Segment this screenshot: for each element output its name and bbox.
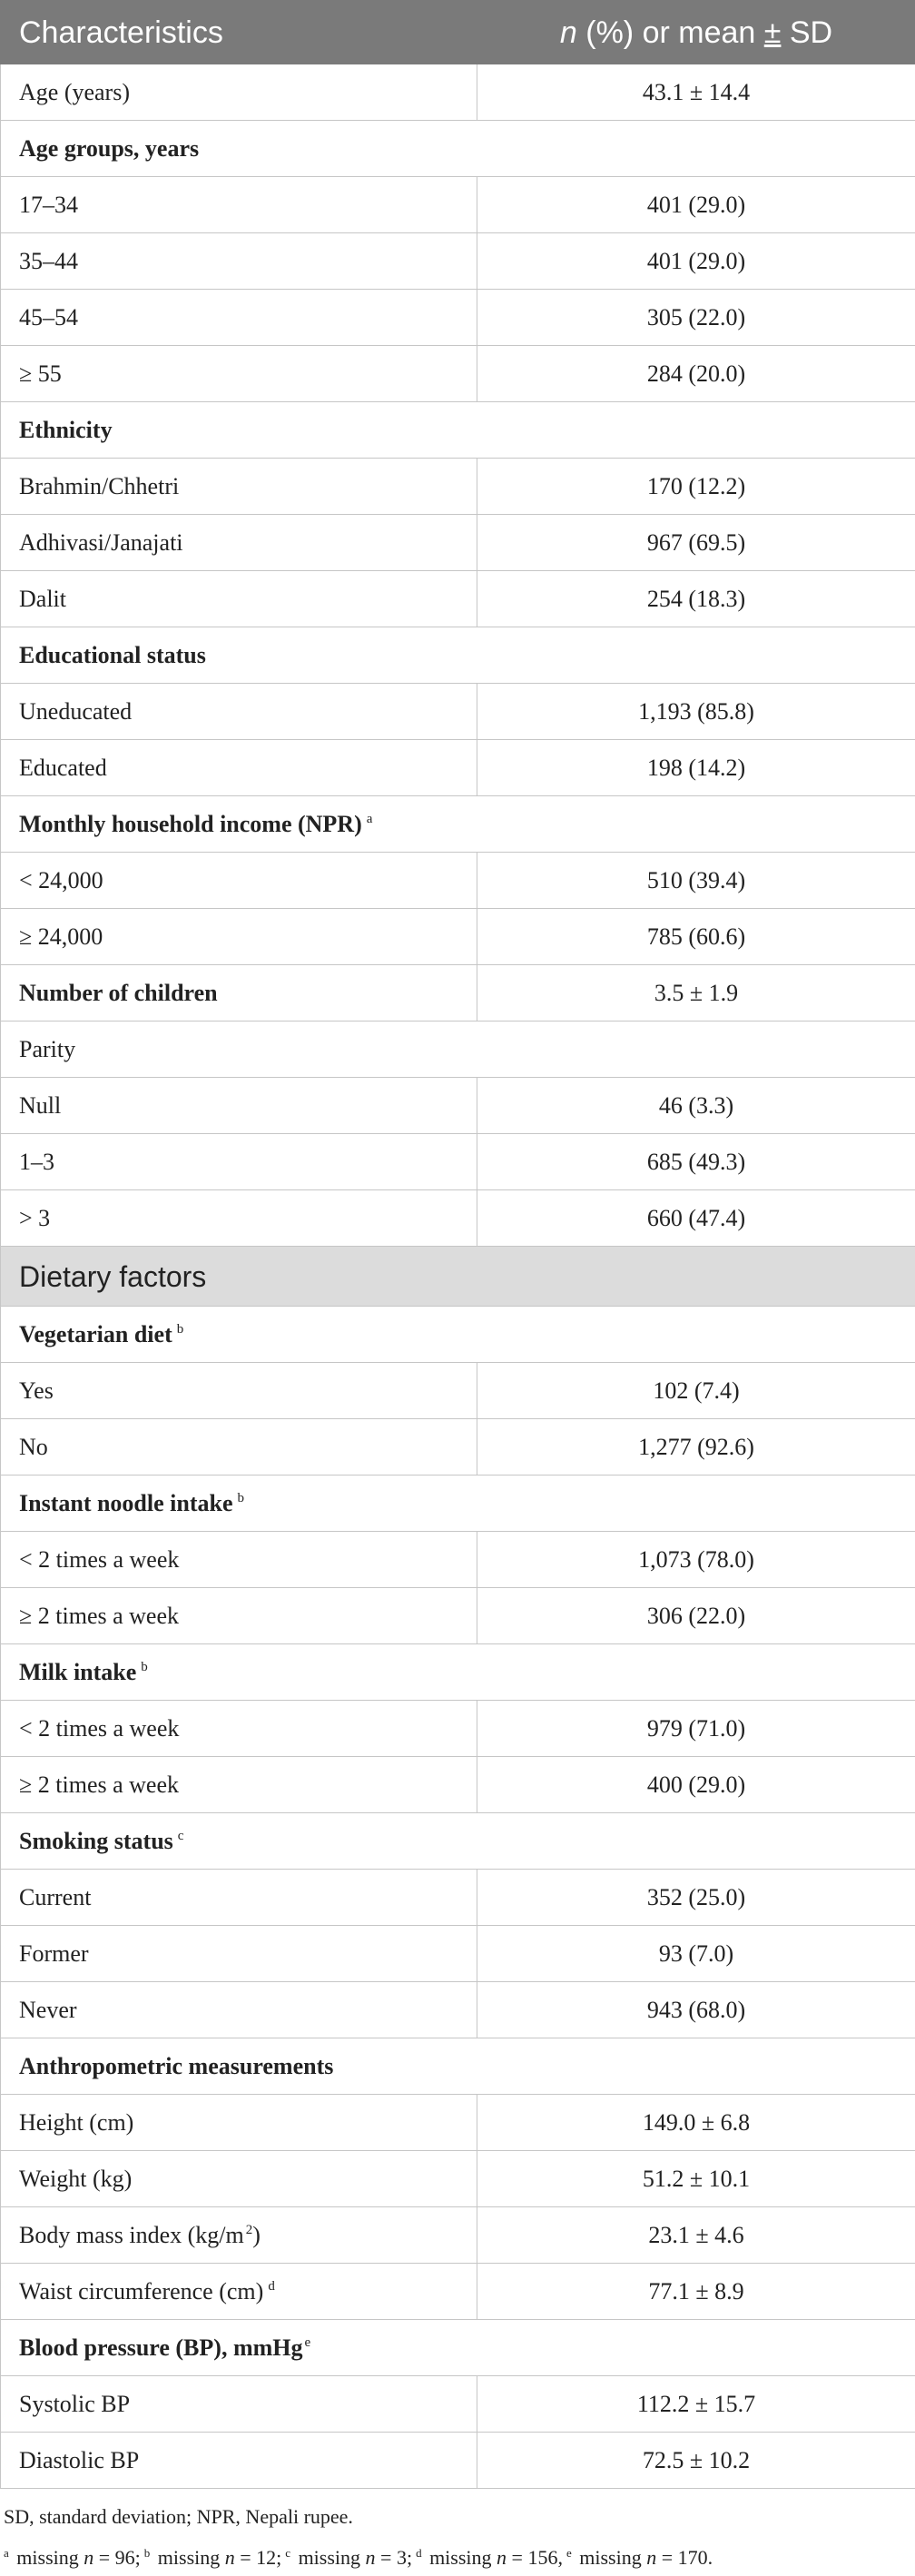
header-sd: SD bbox=[781, 15, 832, 50]
group-header-row bbox=[1, 2038, 915, 2095]
row-value: 352 (25.0) bbox=[477, 1870, 915, 1926]
row-value: 46 (3.3) bbox=[477, 1078, 915, 1134]
header-percent-mean: (%) or mean bbox=[577, 15, 764, 50]
row-value: 77.1 ± 8.9 bbox=[477, 2264, 915, 2320]
row-label-cell bbox=[1, 796, 915, 853]
row-value: 284 (20.0) bbox=[477, 346, 915, 402]
footnote-n: n bbox=[646, 2546, 656, 2569]
row-label-cell bbox=[1, 2264, 477, 2320]
footnote-marker: b bbox=[144, 2546, 151, 2560]
table-row bbox=[1, 1588, 915, 1644]
row-label: 17–34 bbox=[1, 177, 477, 233]
row-label-cell bbox=[1, 1644, 915, 1701]
table-row bbox=[1, 1078, 915, 1134]
footnote-text: missing bbox=[575, 2546, 646, 2569]
row-value: 149.0 ± 6.8 bbox=[477, 2095, 915, 2151]
row-label: Smoking status bbox=[19, 1828, 173, 1854]
row-value: 23.1 ± 4.6 bbox=[477, 2207, 915, 2264]
table-row bbox=[1, 2433, 915, 2489]
footnote-marker: e bbox=[304, 2335, 310, 2350]
table-row bbox=[1, 1419, 915, 1476]
group-header-row bbox=[1, 1307, 915, 1363]
row-label: Educated bbox=[1, 740, 477, 796]
row-label: Current bbox=[1, 1870, 477, 1926]
row-label: < 2 times a week bbox=[1, 1532, 477, 1588]
row-value: 1,193 (85.8) bbox=[477, 684, 915, 740]
row-label-cell bbox=[1, 2320, 915, 2376]
row-label: Age (years) bbox=[1, 64, 477, 121]
table-row bbox=[1, 740, 915, 796]
table-row bbox=[1, 64, 915, 121]
footnote-marker: c bbox=[178, 1829, 184, 1843]
footnote-n: n bbox=[497, 2546, 507, 2569]
table-row bbox=[1, 1134, 915, 1190]
row-label: < 24,000 bbox=[1, 853, 477, 909]
footnote-marker: a bbox=[367, 812, 373, 826]
row-label: Educational status bbox=[1, 627, 915, 684]
row-value: 1,277 (92.6) bbox=[477, 1419, 915, 1476]
group-header-row bbox=[1, 1476, 915, 1532]
row-value: 943 (68.0) bbox=[477, 1982, 915, 2038]
group-header-row bbox=[1, 2320, 915, 2376]
row-label: Ethnicity bbox=[1, 402, 915, 459]
table-row bbox=[1, 1190, 915, 1247]
table-row bbox=[1, 233, 915, 290]
row-value: 785 (60.6) bbox=[477, 909, 915, 965]
row-label: Dalit bbox=[1, 571, 477, 627]
table-row bbox=[1, 2095, 915, 2151]
row-value: 3.5 ± 1.9 bbox=[477, 965, 915, 1022]
group-header-row bbox=[1, 121, 915, 177]
row-label: Waist circumference (cm) bbox=[19, 2278, 263, 2305]
footnote-marker: b bbox=[141, 1660, 148, 1674]
row-label: 1–3 bbox=[1, 1134, 477, 1190]
row-label: ≥ 2 times a week bbox=[1, 1757, 477, 1813]
row-label: Number of children bbox=[1, 965, 477, 1022]
row-label: Anthropometric measurements bbox=[1, 2038, 915, 2095]
row-label: Parity bbox=[1, 1022, 915, 1078]
footnote-marker: e bbox=[566, 2546, 572, 2560]
row-value: 72.5 ± 10.2 bbox=[477, 2433, 915, 2489]
footnote-value: = 156, bbox=[507, 2546, 563, 2569]
row-value: 198 (14.2) bbox=[477, 740, 915, 796]
row-value: 979 (71.0) bbox=[477, 1701, 915, 1757]
table-row bbox=[1, 909, 915, 965]
row-value: 254 (18.3) bbox=[477, 571, 915, 627]
row-label: Milk intake bbox=[19, 1659, 136, 1685]
table-row bbox=[1, 290, 915, 346]
row-value: 43.1 ± 14.4 bbox=[477, 64, 915, 121]
table-header-row bbox=[1, 1, 915, 64]
superscript-2: 2 bbox=[246, 2223, 253, 2237]
footnote-marker: b bbox=[177, 1322, 184, 1337]
footnote-n: n bbox=[225, 2546, 235, 2569]
header-characteristics: Characteristics bbox=[1, 1, 477, 64]
row-label: Brahmin/Chhetri bbox=[1, 459, 477, 515]
group-header-row bbox=[1, 1813, 915, 1870]
row-label: 45–54 bbox=[1, 290, 477, 346]
row-value: 93 (7.0) bbox=[477, 1926, 915, 1982]
table-row bbox=[1, 177, 915, 233]
header-n: n bbox=[560, 15, 577, 50]
row-value: 305 (22.0) bbox=[477, 290, 915, 346]
row-label: Systolic BP bbox=[1, 2376, 477, 2433]
row-label: Age groups, years bbox=[1, 121, 915, 177]
table-row bbox=[1, 853, 915, 909]
table-row bbox=[1, 2151, 915, 2207]
table-row bbox=[1, 1870, 915, 1926]
footnote-value: = 170. bbox=[656, 2546, 713, 2569]
row-label: ≥ 55 bbox=[1, 346, 477, 402]
row-value: 510 (39.4) bbox=[477, 853, 915, 909]
table-row bbox=[1, 346, 915, 402]
row-value: 306 (22.0) bbox=[477, 1588, 915, 1644]
row-label-cell bbox=[1, 1476, 915, 1532]
table-body bbox=[1, 64, 915, 2489]
row-value: 685 (49.3) bbox=[477, 1134, 915, 1190]
row-value: 967 (69.5) bbox=[477, 515, 915, 571]
row-label: > 3 bbox=[1, 1190, 477, 1247]
table-row bbox=[1, 2376, 915, 2433]
table-row bbox=[1, 1701, 915, 1757]
footnote-marker: d bbox=[268, 2279, 275, 2294]
row-label: Former bbox=[1, 1926, 477, 1982]
footnote-text: missing bbox=[12, 2546, 84, 2569]
row-value: 401 (29.0) bbox=[477, 177, 915, 233]
footnote-marker: c bbox=[285, 2546, 290, 2560]
row-value: 660 (47.4) bbox=[477, 1190, 915, 1247]
table-row bbox=[1, 965, 915, 1022]
row-label: Yes bbox=[1, 1363, 477, 1419]
table-row bbox=[1, 515, 915, 571]
row-value: 1,073 (78.0) bbox=[477, 1532, 915, 1588]
footnote-text: missing bbox=[425, 2546, 497, 2569]
section-header-row bbox=[1, 1247, 915, 1307]
row-value: 401 (29.0) bbox=[477, 233, 915, 290]
footnote-value: = 3; bbox=[376, 2546, 413, 2569]
table-row bbox=[1, 571, 915, 627]
row-label: No bbox=[1, 1419, 477, 1476]
row-label: Diastolic BP bbox=[1, 2433, 477, 2489]
row-label: Vegetarian diet bbox=[19, 1321, 172, 1347]
row-value: 112.2 ± 15.7 bbox=[477, 2376, 915, 2433]
row-label-close: ) bbox=[252, 2222, 261, 2248]
table-footnotes bbox=[0, 2499, 915, 2571]
footnote-marker: a bbox=[4, 2546, 9, 2560]
table-row bbox=[1, 1982, 915, 2038]
table-row bbox=[1, 459, 915, 515]
group-header-row bbox=[1, 1644, 915, 1701]
row-label: Instant noodle intake bbox=[19, 1490, 233, 1516]
row-label: Null bbox=[1, 1078, 477, 1134]
group-header-row bbox=[1, 1022, 915, 1078]
table-row bbox=[1, 1532, 915, 1588]
table-row bbox=[1, 2207, 915, 2264]
row-label: Uneducated bbox=[1, 684, 477, 740]
row-label: Monthly household income (NPR) bbox=[19, 811, 362, 837]
table-row bbox=[1, 1363, 915, 1419]
group-header-row bbox=[1, 402, 915, 459]
table-row bbox=[1, 684, 915, 740]
footnote-marker: d bbox=[416, 2546, 422, 2560]
row-label: Never bbox=[1, 1982, 477, 2038]
row-label-cell bbox=[1, 1813, 915, 1870]
group-header-row bbox=[1, 627, 915, 684]
row-value: 170 (12.2) bbox=[477, 459, 915, 515]
footnote-n: n bbox=[366, 2546, 376, 2569]
footnote-value: = 96; bbox=[93, 2546, 141, 2569]
footnote-missing bbox=[0, 2535, 915, 2571]
row-value: 51.2 ± 10.1 bbox=[477, 2151, 915, 2207]
footnote-abbreviations: SD, standard deviation; NPR, Nepali rupee. bbox=[0, 2499, 915, 2535]
header-value bbox=[477, 1, 915, 64]
footnote-n: n bbox=[84, 2546, 93, 2569]
row-label: ≥ 24,000 bbox=[1, 909, 477, 965]
footnote-text: missing bbox=[152, 2546, 224, 2569]
footnote-text: missing bbox=[293, 2546, 365, 2569]
row-label-cell bbox=[1, 2207, 477, 2264]
table-row bbox=[1, 1926, 915, 1982]
row-label: Adhivasi/Janajati bbox=[1, 515, 477, 571]
header-plus-minus: ± bbox=[764, 15, 782, 50]
row-label: Blood pressure (BP), mmHg bbox=[19, 2334, 302, 2361]
table-row bbox=[1, 1757, 915, 1813]
row-label-cell bbox=[1, 1307, 915, 1363]
row-label: 35–44 bbox=[1, 233, 477, 290]
group-header-row bbox=[1, 796, 915, 853]
row-value: 102 (7.4) bbox=[477, 1363, 915, 1419]
table-row bbox=[1, 2264, 915, 2320]
footnote-value: = 12; bbox=[235, 2546, 282, 2569]
row-value: 400 (29.0) bbox=[477, 1757, 915, 1813]
footnote-marker: b bbox=[238, 1491, 245, 1505]
section-label: Dietary factors bbox=[1, 1247, 915, 1307]
row-label: < 2 times a week bbox=[1, 1701, 477, 1757]
row-label: Weight (kg) bbox=[1, 2151, 477, 2207]
row-label: Height (cm) bbox=[1, 2095, 477, 2151]
row-label: Body mass index (kg/m bbox=[19, 2222, 244, 2248]
row-label: ≥ 2 times a week bbox=[1, 1588, 477, 1644]
